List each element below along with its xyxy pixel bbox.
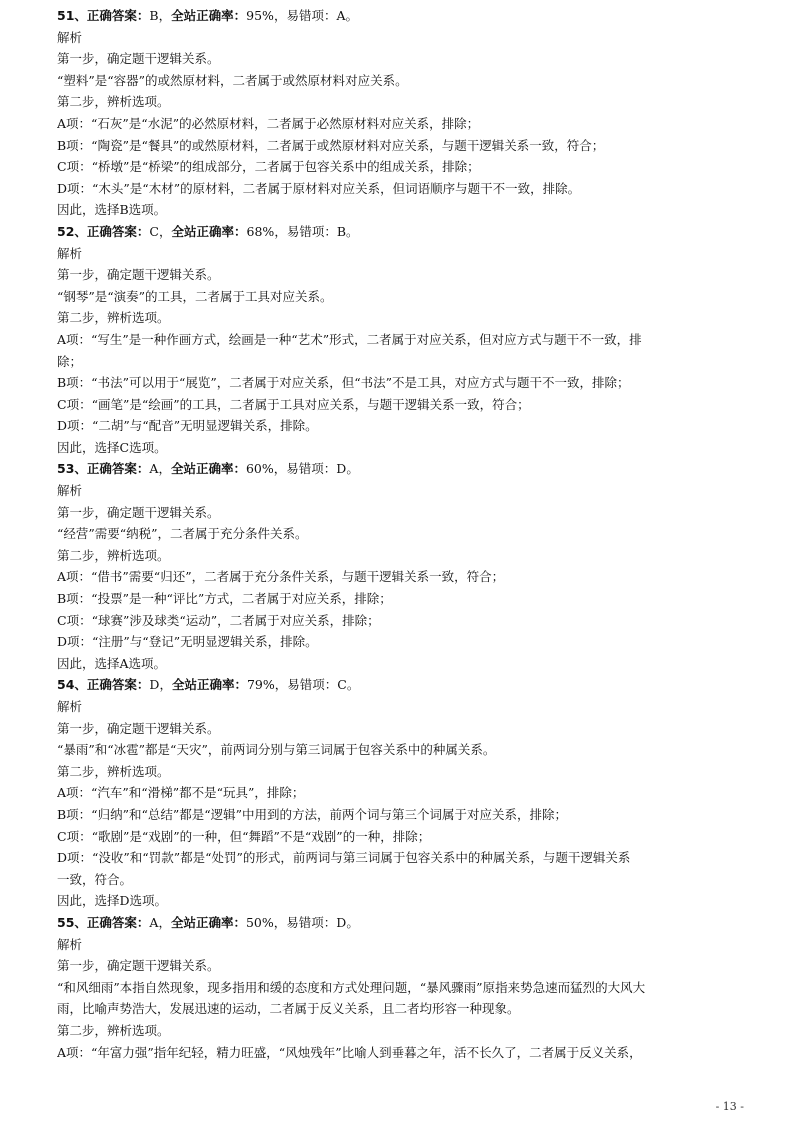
analysis-line: A项：“写生”是一种作画方式，绘画是一种“艺术”形式，二者属于对应关系，但对应方式与题干不一致，排 [57, 331, 642, 347]
answer-value: B [149, 8, 159, 23]
question-header [57, 458, 749, 480]
analysis-line: B项：“陶瓷”是“餐具”的或然原材料，二者属于或然原材料对应关系，与题干逻辑关系一致，符合； [57, 137, 605, 153]
header-end: 。 [346, 461, 359, 477]
rate-label: 全站正确率： [171, 8, 247, 23]
analysis-line: C项：“桥墩”是“桥梁”的组成部分，二者属于包容关系中的组成关系，排除； [57, 159, 480, 175]
rate-value: 79% [246, 677, 275, 693]
analysis-line: 第一步，确定题干逻辑关系。 [57, 267, 220, 283]
page-number: - 13 - [715, 1100, 744, 1113]
analysis-label: 解析 [57, 936, 83, 952]
question-number: 55、 [57, 914, 87, 930]
rate-value: 60% [245, 461, 274, 477]
analysis-line: “和风细雨”本指自然现象，现多指用和缓的态度和方式处理问题，“暴风骤雨”原指来势急速而猛烈的大风大 [57, 979, 646, 995]
header-end: 。 [346, 223, 359, 239]
analysis-line: A项：“汽车”和“滑梯”都不是“玩具”，排除； [57, 785, 305, 801]
wrong-label: ，易错项： [273, 914, 337, 930]
question-header [57, 221, 749, 243]
analysis-line: 因此，选择A选项。 [57, 655, 167, 671]
separator: ， [159, 223, 172, 239]
analysis-line: C项：“歌剧”是“戏剧”的一种，但“舞蹈”不是“戏剧”的一种，排除； [57, 828, 431, 844]
question-number: 54、 [57, 677, 87, 693]
answer-label: 正确答案： [86, 223, 150, 239]
analysis-line: 因此，选择B选项。 [57, 202, 167, 218]
analysis-line: D项：“没收”和“罚款”都是“处罚”的形式，前两词与第三词属于包容关系中的种属关系，与题干逻辑关系 [57, 850, 631, 866]
wrong-value: C [337, 677, 347, 693]
wrong-label: ，易错项： [273, 461, 337, 477]
answer-value: A [149, 914, 159, 930]
wrong-value: D [336, 461, 347, 477]
rate-value: 95% [246, 8, 274, 23]
answer-label: 正确答案： [86, 677, 150, 693]
analysis-line: A项：“石灰”是“水泥”的必然原材料，二者属于必然原材料对应关系，排除； [57, 115, 480, 131]
rate-value: 68% [246, 223, 275, 239]
analysis-line: 第一步，确定题干逻辑关系。 [57, 504, 220, 520]
question-number: 53、 [57, 461, 87, 477]
rate-value: 50% [245, 914, 274, 930]
analysis-line: 第二步，辨析选项。 [57, 547, 170, 563]
question-block [57, 221, 749, 459]
question-header [57, 5, 749, 27]
analysis-line: 因此，选择D选项。 [57, 893, 168, 909]
analysis-line: C项：“画笔”是“绘画”的工具，二者属于工具对应关系，与题干逻辑关系一致，符合； [57, 396, 530, 412]
analysis-line: “塑料”是“容器”的或然原材料，二者属于或然原材料对应关系。 [57, 72, 408, 88]
analysis-line: A项：“借书”需要“归还”，二者属于充分条件关系，与题干逻辑关系一致，符合； [57, 569, 505, 585]
separator: ， [159, 677, 172, 693]
question-block [57, 674, 749, 912]
analysis-line: B项：“书法”可以用于“展览”，二者属于对应关系，但“书法”不是工具，对应方式与题干不一致，排除； [57, 375, 630, 391]
analysis-line: D项：“二胡”与“配音”无明显逻辑关系，排除。 [57, 418, 318, 434]
analysis-line: “经营”需要“纳税”，二者属于充分条件关系。 [57, 526, 308, 542]
analysis-line: 第一步，确定题干逻辑关系。 [57, 958, 220, 974]
analysis-line: “钢琴”是“演奏”的工具，二者属于工具对应关系。 [57, 288, 333, 304]
answer-label: 正确答案： [86, 461, 150, 477]
wrong-value: B [336, 223, 347, 239]
wrong-value: A [336, 8, 346, 23]
wrong-value: D [336, 914, 347, 930]
analysis-line: 第二步，辨析选项。 [57, 1022, 170, 1038]
answer-value: D [149, 677, 160, 693]
separator: ， [158, 914, 171, 930]
answer-label: 正确答案： [86, 914, 150, 930]
analysis-line: A项：“年富力强”指年纪轻，精力旺盛，“风烛残年”比喻人到垂暮之年，活不长久了，二者属于反义关系， [57, 1044, 642, 1060]
question-block [57, 5, 749, 221]
question-header [57, 912, 749, 934]
analysis-line: D项：“木头”是“木材”的原材料，二者属于原材料对应关系，但词语顺序与题干不一致，排除。 [57, 180, 581, 196]
question-header [57, 674, 749, 696]
header-end: 。 [345, 8, 358, 23]
analysis-line: 第二步，辨析选项。 [57, 310, 170, 326]
document-body [57, 5, 749, 1063]
rate-label: 全站正确率： [170, 461, 246, 477]
analysis-label: 解析 [57, 483, 83, 499]
question-block [57, 458, 749, 674]
analysis-line: 第一步，确定题干逻辑关系。 [57, 51, 220, 67]
question-number: 51、 [57, 8, 87, 23]
answer-value: C [149, 223, 159, 239]
analysis-line: 第一步，确定题干逻辑关系。 [57, 720, 220, 736]
rate-label: 全站正确率： [170, 914, 246, 930]
separator: ， [158, 8, 172, 23]
analysis-line: 雨，比喻声势浩大，发展迅速的运动，二者属于反义关系，且二者均形容一种现象。 [57, 1001, 520, 1017]
analysis-label: 解析 [57, 29, 83, 45]
analysis-line: 除； [57, 353, 83, 369]
analysis-line: “暴雨”和“冰雹”都是“天灾”，前两词分别与第三词属于包容关系中的种属关系。 [57, 742, 496, 758]
analysis-line: D项：“注册”与“登记”无明显逻辑关系，排除。 [57, 634, 318, 650]
answer-label: 正确答案： [86, 8, 150, 23]
analysis-line: C项：“球赛”涉及球类“运动”，二者属于对应关系，排除； [57, 612, 380, 628]
header-end: 。 [346, 914, 359, 930]
analysis-label: 解析 [57, 699, 83, 714]
analysis-line: B项：“归纳”和“总结”都是“逻辑”中用到的方法，前两个词与第三个词属于对应关系，排除； [57, 806, 568, 822]
analysis-line: 第二步，辨析选项。 [57, 94, 170, 110]
analysis-line: 因此，选择C选项。 [57, 439, 167, 455]
separator: ， [158, 461, 171, 477]
wrong-label: ，易错项： [273, 8, 337, 23]
header-end: 。 [346, 677, 360, 693]
answer-value: A [149, 461, 159, 477]
wrong-label: ，易错项： [274, 223, 337, 239]
rate-label: 全站正确率： [171, 677, 247, 693]
analysis-line: 一致，符合。 [57, 871, 133, 887]
rate-label: 全站正确率： [171, 223, 247, 239]
wrong-label: ，易错项： [274, 677, 338, 693]
analysis-line: 第二步，辨析选项。 [57, 763, 170, 779]
question-block [57, 912, 749, 1063]
analysis-label: 解析 [57, 245, 83, 261]
analysis-line: B项：“投票”是一种“评比”方式，二者属于对应关系，排除； [57, 591, 392, 607]
question-number: 52、 [57, 223, 87, 239]
